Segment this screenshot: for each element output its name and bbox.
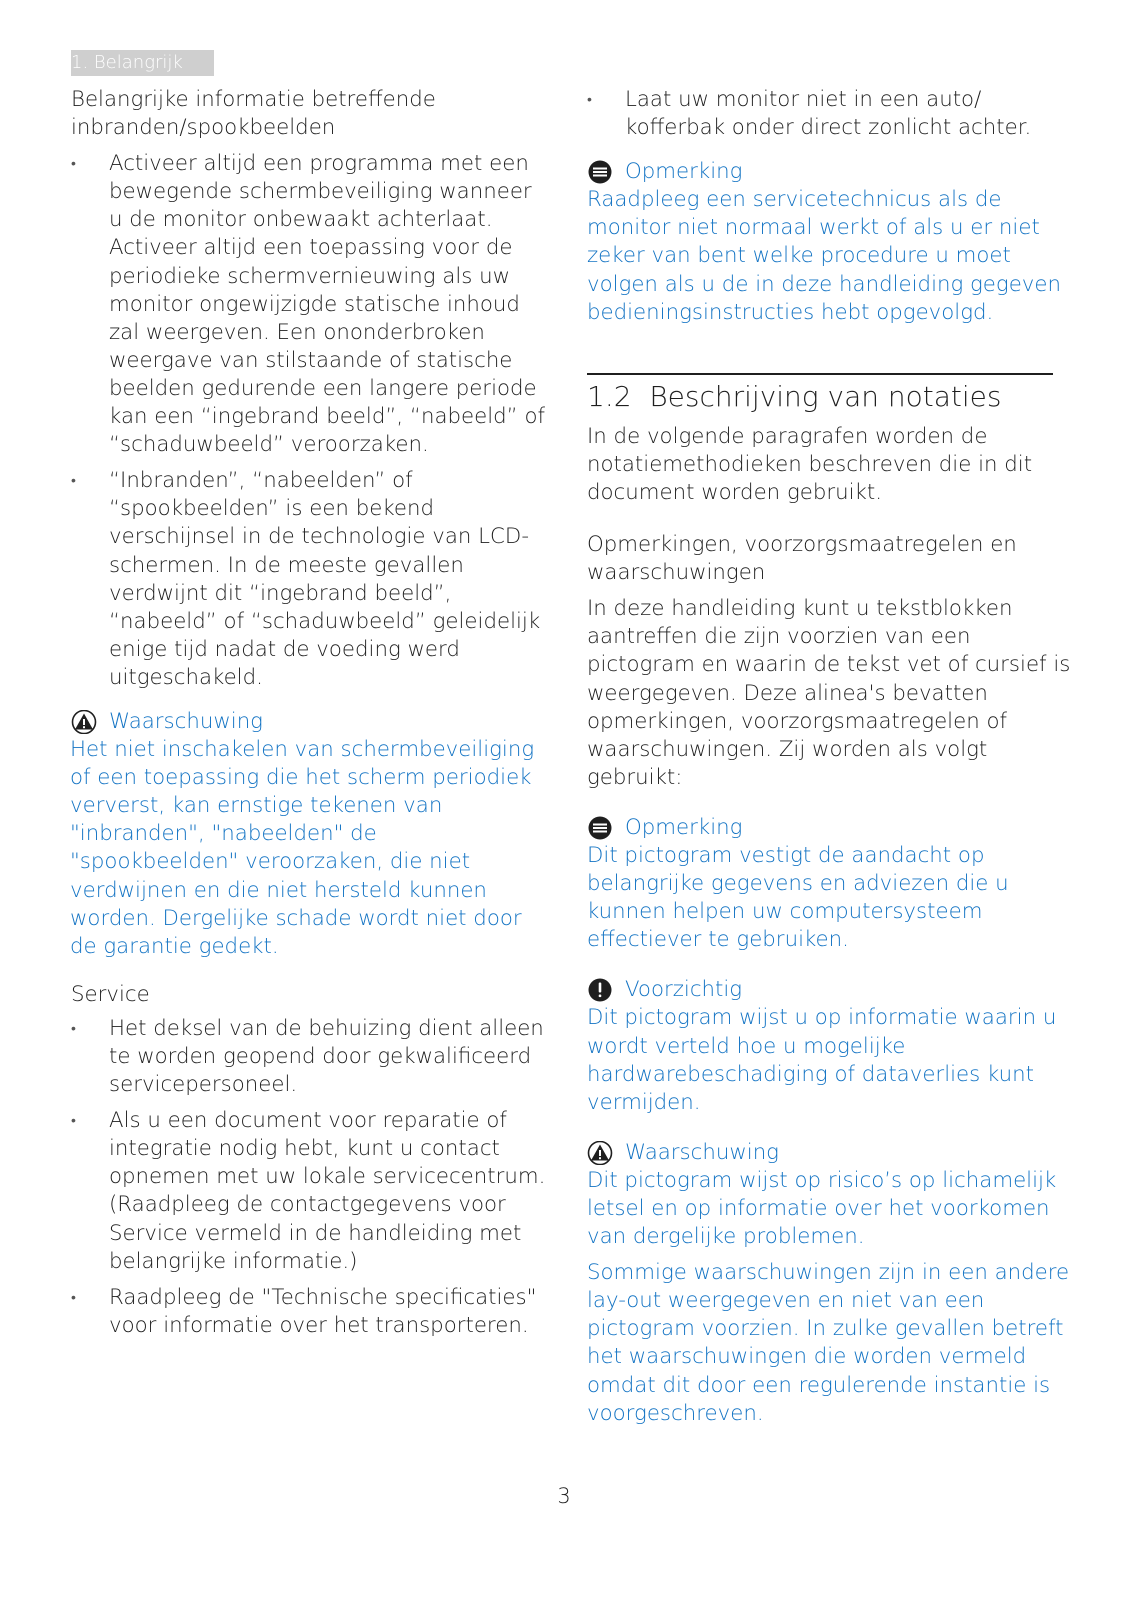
subsection-heading: Opmerkingen, voorzorgsmaatregelen en waarschuwingen xyxy=(587,532,1017,586)
caution-text: Dit pictogram wijst u op informatie waarin u wordt verteld hoe u mogelijke hardwarebeschadiging of dataverlies kunt vermijden. xyxy=(587,1005,1057,1115)
list-item: • Als u een document voor reparatie of integratie nodig hebt, kunt u contact opnemen met uw lokale servicecentrum. (Raadpleeg de contactgegevens voor Service vermeld in de handleiding met belangrijke informatie.) xyxy=(71,1107,549,1276)
service-bullet-list xyxy=(71,1015,549,1340)
warning-block xyxy=(587,1139,1072,1251)
warning-text: Het niet inschakelen van schermbeveiliging of een toepassing die het scherm periodiek ververst, kan ernstige tekenen van "inbranden", "nabeelden" de "spookbeelden" veroorzaken, die niet verdwijnen en die niet hersteld kunnen worden. Dergelijke schade wordt niet door de garantie gedekt. xyxy=(70,737,535,959)
note-icon xyxy=(587,160,613,184)
note-title-label: Opmerking xyxy=(625,814,743,840)
note-title xyxy=(587,814,1072,842)
burnin-bullet-list xyxy=(71,150,549,692)
list-item: • Het deksel van de behuizing dient alleen te worden geopend door gekwalificeerd servicepersoneel. xyxy=(71,1015,549,1099)
warning-icon xyxy=(71,710,97,734)
list-item: • Laat uw monitor niet in een auto/ kofferbak onder direct zonlicht achter. xyxy=(587,86,1072,142)
note-block xyxy=(587,158,1072,327)
caution-icon xyxy=(587,978,613,1002)
subsection-text: In deze handleiding kunt u tekstblokken aantreffen die zijn voorzien van een pictogram en waarin de tekst vet of cursief is weergegeven. Deze alinea's bevatten opmerkingen, voorzorgsmaatregelen of waarschuwingen. Zij worden als volgt gebruikt: xyxy=(587,596,1071,790)
warning-title xyxy=(587,1139,1072,1167)
warning-title-label: Waarschuwing xyxy=(625,1139,779,1165)
left-column xyxy=(71,84,549,1340)
warning-text: Dit pictogram wijst op risico’s op lichamelijk letsel en op informatie over het voorkomen van dergelijke problemen. xyxy=(587,1167,1057,1250)
final-note-text: Sommige waarschuwingen zijn in een andere lay-out weergegeven en niet van een pictogram voorzien. In zulke gevallen betreft het waarschuwingen die worden vermeld omdat dit door een regulerende instantie is voorgeschreven. xyxy=(587,1260,1070,1426)
warning-block xyxy=(71,708,549,961)
note-text: Raadpleeg een servicetechnicus als de monitor niet normaal werkt of als u er niet zeker van bent welke procedure u moet volgen als u de in deze handleiding gegeven bedieningsinstructies hebt opgevolgd. xyxy=(587,187,1062,325)
burnin-heading xyxy=(71,86,549,142)
burnin-heading-line1: Belangrijke informatie betreffende xyxy=(71,87,436,112)
note-block xyxy=(587,814,1072,954)
section-title-text: Beschrijving van notaties xyxy=(649,379,1002,413)
burnin-heading-line2: inbranden/spookbeelden xyxy=(71,115,336,141)
caution-title-label: Voorzichtig xyxy=(625,977,743,1003)
warning-icon xyxy=(587,1141,613,1165)
note-icon xyxy=(587,816,613,840)
right-column xyxy=(587,84,1072,1428)
warning-title xyxy=(71,708,549,736)
caution-title xyxy=(587,976,1072,1004)
note-title xyxy=(587,158,1072,186)
note-title-label: Opmerking xyxy=(625,159,743,185)
section-number: 1.2 xyxy=(587,379,632,413)
service-heading: Service xyxy=(71,981,150,1007)
section-divider xyxy=(587,373,1053,375)
note-text: Dit pictogram vestigt de aandacht op belangrijke gegevens en adviezen die u kunnen helpen uw computersysteem effectiever te gebruiken. xyxy=(587,842,1009,953)
list-item: • Activeer altijd een programma met een bewegende schermbeveiliging wanneer u de monitor onbewaakt achterlaat. Activeer altijd een toepassing voor de periodieke schermvernieuwing als uw monitor ongewijzigde statische inhoud zal weergeven. Een ononderbroken weergave van stilstaande of statische beelden gedurende een langere periode kan een “ingebrand beeld”, “nabeeld” of “schaduwbeeld” veroorzaken. xyxy=(71,150,549,459)
page-number: 3 xyxy=(557,1484,571,1508)
list-item: • Raadpleeg de "Technische specificaties" voor informatie over het transporteren. xyxy=(71,1284,549,1340)
list-item: • “Inbranden”, “nabeelden” of “spookbeelden” is een bekend verschijnsel in de technologie van LCD-schermen. In de meeste gevallen verdwijnt dit “ingebrand beeld”, “nabeeld” of “schaduwbeeld” geleidelijk enige tijd nadat de voeding werd uitgeschakeld. xyxy=(71,467,549,692)
caution-block xyxy=(587,976,1072,1116)
section-title xyxy=(587,379,1072,415)
section-tab-label: 1. Belangrijk xyxy=(71,52,183,73)
intro-text: In de volgende paragrafen worden de notatiemethodieken beschreven die in dit document worden gebruikt. xyxy=(587,423,1033,505)
warning-title-label: Waarschuwing xyxy=(109,708,263,734)
section-tab xyxy=(71,50,214,76)
right-bullet-list xyxy=(587,86,1072,142)
